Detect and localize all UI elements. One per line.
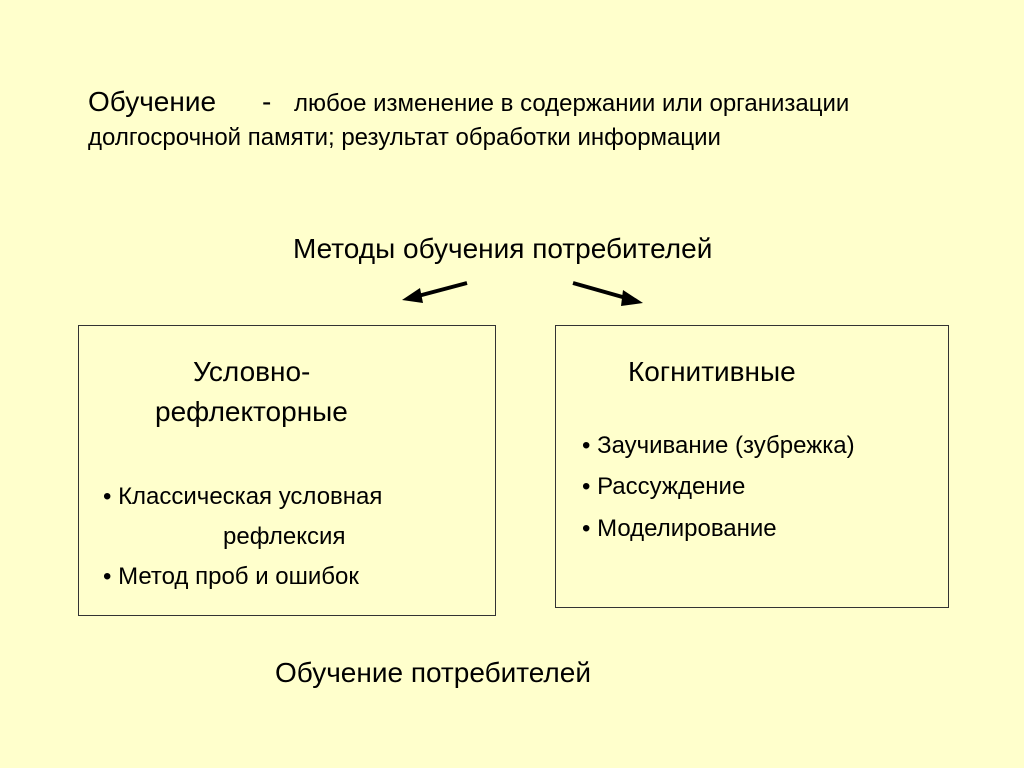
left-box-heading-line1: Условно-	[193, 356, 311, 387]
conditioned-reflex-box	[78, 325, 496, 616]
left-box-item: • Метод проб и ошибок	[103, 563, 359, 590]
definition-text-line1: любое изменение в содержании или организации	[294, 90, 850, 117]
right-box-item: • Рассуждение	[582, 473, 746, 500]
left-box-item: • Классическая условная	[103, 483, 383, 510]
definition-term: Обучение	[88, 86, 217, 117]
left-arrow	[402, 283, 467, 303]
right-box-item: • Заучивание (зубрежка)	[582, 432, 855, 459]
cognitive-box	[555, 325, 949, 608]
bottom-title: Обучение потребителей	[275, 657, 591, 688]
right-arrow	[573, 283, 643, 306]
left-box-item: рефлексия	[223, 523, 346, 550]
left-box-heading-line2: рефлекторные	[155, 396, 348, 427]
definition-dash: -	[262, 86, 272, 117]
methods-title: Методы обучения потребителей	[293, 233, 713, 264]
definition-text-line2: долгосрочной памяти; результат обработки информации	[88, 124, 721, 151]
right-box-item: • Моделирование	[582, 515, 777, 542]
right-box-heading: Когнитивные	[628, 356, 796, 387]
